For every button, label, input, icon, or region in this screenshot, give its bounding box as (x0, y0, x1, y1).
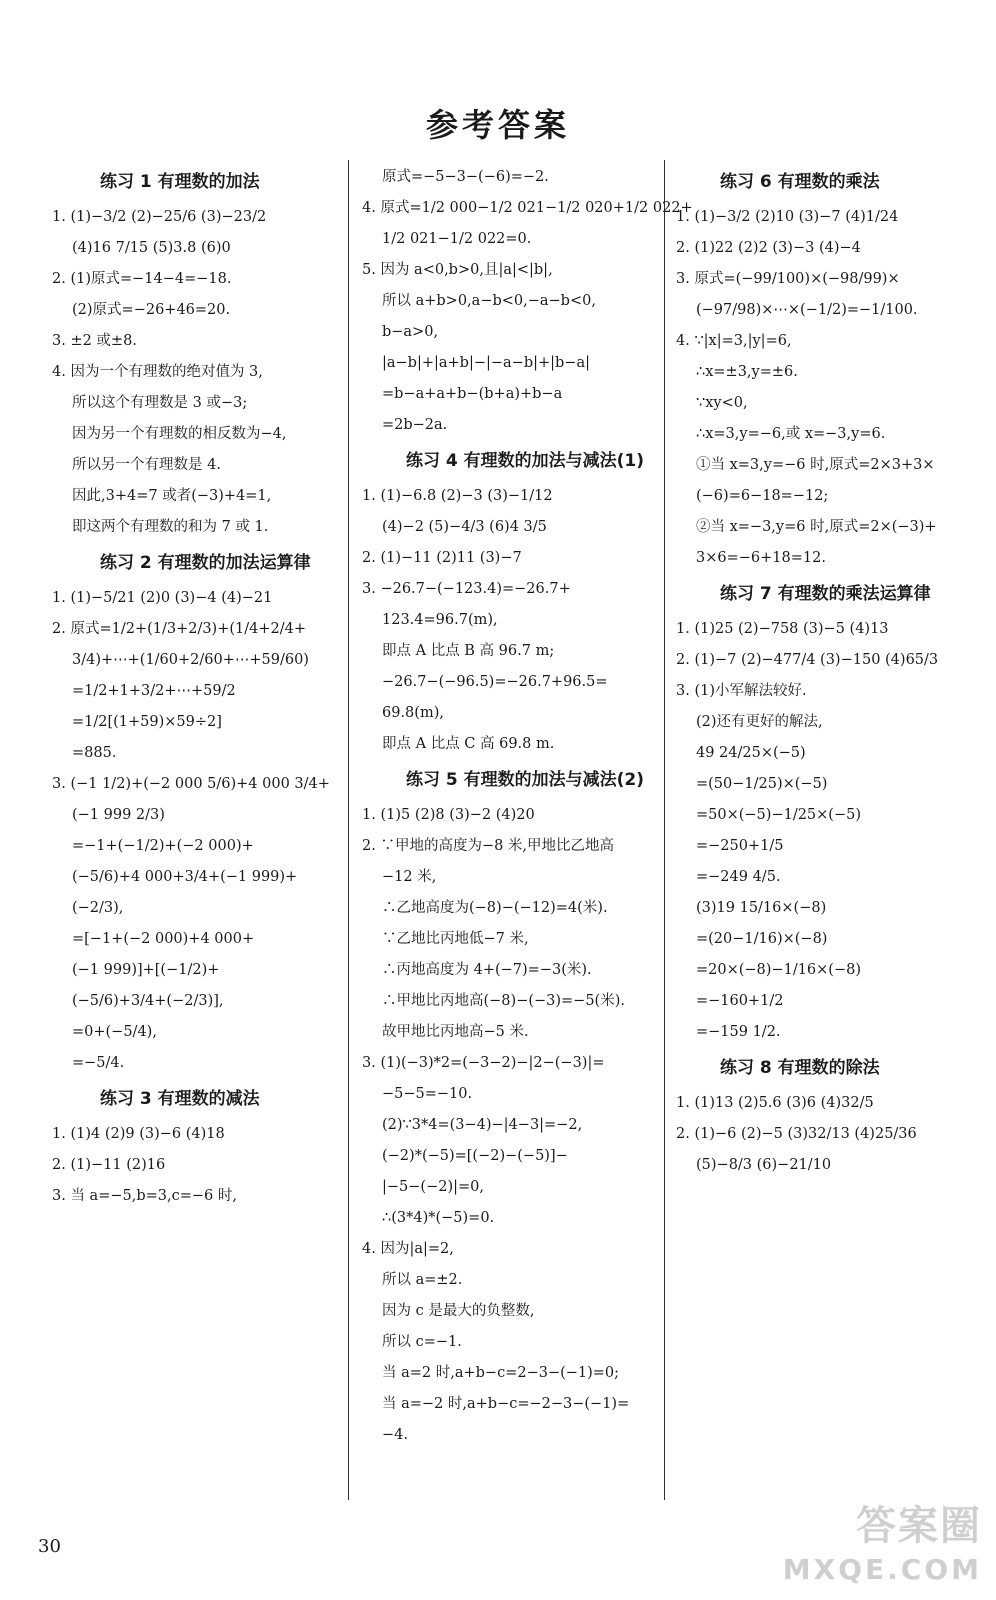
answer-line: (3)19 15/16×(−8) (696, 900, 827, 916)
answer-line: =−160+1/2 (696, 993, 784, 1009)
answer-line: =(20−1/16)×(−8) (696, 931, 828, 947)
section-title: 练习 1 有理数的加法 (100, 172, 260, 192)
answer-line: (4)16 7/15 (5)3.8 (6)0 (72, 240, 231, 256)
answer-line: 所以另一个有理数是 4. (72, 457, 221, 473)
answer-line: 2. (1)−11 (2)11 (3)−7 (362, 550, 522, 566)
answer-column-1 (52, 162, 342, 1512)
answer-line: 1. (1)13 (2)5.6 (3)6 (4)32/5 (676, 1095, 874, 1111)
answer-line: 3. −26.7−(−123.4)=−26.7+ (362, 581, 571, 597)
answer-line: ∴丙地高度为 4+(−7)=−3(米). (382, 962, 592, 978)
answer-line: (2)还有更好的解法, (696, 714, 823, 730)
answer-line: 69.8(m), (382, 705, 444, 721)
answer-line: 即这两个有理数的和为 7 或 1. (72, 519, 269, 535)
answer-line: ∴x=3,y=−6,或 x=−3,y=6. (696, 426, 886, 442)
section-title: 练习 5 有理数的加法与减法(2) (406, 770, 645, 790)
page-title: 参考答案 (425, 106, 570, 144)
answer-line: −12 米, (382, 869, 437, 885)
answer-line: 即点 A 比点 B 高 96.7 m; (382, 643, 555, 659)
answer-line: 4. 因为一个有理数的绝对值为 3, (52, 364, 263, 380)
answer-line: =0+(−5/4), (72, 1024, 157, 1040)
answer-line: 3×6=−6+18=12. (696, 550, 826, 566)
answer-line: −5−5=−10. (382, 1086, 473, 1102)
answer-line: 4. 因为|a|=2, (362, 1241, 454, 1257)
answer-line: |−5−(−2)|=0, (382, 1179, 484, 1195)
answer-line: 所以 c=−1. (382, 1334, 462, 1350)
answer-line: 1. (1)5 (2)8 (3)−2 (4)20 (362, 807, 535, 823)
answer-line: 49 24/25×(−5) (696, 745, 806, 761)
page-number: 30 (38, 1536, 61, 1557)
column-divider (348, 160, 349, 1500)
answer-line: 原式=−5−3−(−6)=−2. (382, 169, 549, 185)
answer-line: 1. (1)4 (2)9 (3)−6 (4)18 (52, 1126, 225, 1142)
answer-line: 3. 原式=(−99/100)×(−98/99)× (676, 271, 900, 287)
answer-line: 4. 原式=1/2 000−1/2 021−1/2 020+1/2 022+ (362, 200, 693, 216)
answer-line: ∴乙地高度为(−8)−(−12)=4(米). (382, 900, 608, 916)
answer-line: 所以 a=±2. (382, 1272, 463, 1288)
answer-line: 2. (1)22 (2)2 (3)−3 (4)−4 (676, 240, 861, 256)
answer-line: 即点 A 比点 C 高 69.8 m. (382, 736, 555, 752)
answer-line: =b−a+a+b−(b+a)+b−a (382, 386, 563, 402)
answer-line: 所以 a+b>0,a−b<0,−a−b<0, (382, 293, 596, 309)
answer-line: =(50−1/25)×(−5) (696, 776, 828, 792)
answer-line: 1. (1)−5/21 (2)0 (3)−4 (4)−21 (52, 590, 273, 606)
section-title: 练习 2 有理数的加法运算律 (100, 553, 311, 573)
answer-line: =50×(−5)−1/25×(−5) (696, 807, 861, 823)
answer-line: =−1+(−1/2)+(−2 000)+ (72, 838, 254, 854)
answer-line: −4. (382, 1427, 408, 1443)
answer-line: ①当 x=3,y=−6 时,原式=2×3+3× (696, 457, 935, 473)
answer-line: 所以这个有理数是 3 或−3; (72, 395, 248, 411)
answer-line: 3. 当 a=−5,b=3,c=−6 时, (52, 1188, 237, 1204)
watermark-line-1: 答案圈 (856, 1503, 982, 1549)
answer-line: 3/4)+⋯+(1/60+2/60+⋯+59/60) (72, 652, 309, 668)
answer-line: 123.4=96.7(m), (382, 612, 498, 628)
answer-line: =2b−2a. (382, 417, 448, 433)
answer-line: 1. (1)−3/2 (2)−25/6 (3)−23/2 (52, 209, 267, 225)
answer-line: 当 a=−2 时,a+b−c=−2−3−(−1)= (382, 1396, 630, 1412)
answer-line: (−5/6)+4 000+3/4+(−1 999)+ (72, 869, 298, 885)
section-title: 练习 6 有理数的乘法 (720, 172, 880, 192)
answer-line: =[−1+(−2 000)+4 000+ (72, 931, 255, 947)
answer-line: 2. (1)−7 (2)−477/4 (3)−150 (4)65/3 (676, 652, 939, 668)
answer-line: =1/2[(1+59)×59÷2] (72, 714, 222, 730)
answer-line: =885. (72, 745, 117, 761)
answer-line: ∵xy<0, (696, 395, 748, 411)
section-title: 练习 4 有理数的加法与减法(1) (406, 451, 645, 471)
answer-line: =−159 1/2. (696, 1024, 781, 1040)
answer-line: 3. (−1 1/2)+(−2 000 5/6)+4 000 3/4+ (52, 776, 330, 792)
answer-line: =−250+1/5 (696, 838, 784, 854)
section-title: 练习 8 有理数的除法 (720, 1058, 880, 1078)
answer-line: b−a>0, (382, 324, 439, 340)
section-title: 练习 7 有理数的乘法运算律 (720, 584, 931, 604)
answer-line: ∴x=±3,y=±6. (696, 364, 798, 380)
answer-line: (−1 999 2/3) (72, 807, 165, 823)
answer-line: =−249 4/5. (696, 869, 781, 885)
answer-line: 3. (1)(−3)*2=(−3−2)−|2−(−3)|= (362, 1055, 605, 1071)
answer-line: |a−b|+|a+b|−|−a−b|+|b−a| (382, 355, 590, 371)
answer-line: 5. 因为 a<0,b>0,且|a|<|b|, (362, 262, 553, 278)
answer-line: 1. (1)25 (2)−758 (3)−5 (4)13 (676, 621, 889, 637)
answer-line: (−6)=6−18=−12; (696, 488, 829, 504)
answer-line: ②当 x=−3,y=6 时,原式=2×(−3)+ (696, 519, 937, 535)
answer-line: 1. (1)−3/2 (2)10 (3)−7 (4)1/24 (676, 209, 899, 225)
answer-line: 4. ∵|x|=3,|y|=6, (676, 333, 792, 349)
answer-line: ∴甲地比丙地高(−8)−(−3)=−5(米). (382, 993, 625, 1009)
column-divider (664, 160, 665, 1500)
answer-line: 2. (1)−6 (2)−5 (3)32/13 (4)25/36 (676, 1126, 917, 1142)
answer-line: ∴(3*4)*(−5)=0. (382, 1210, 495, 1226)
answer-line: −26.7−(−96.5)=−26.7+96.5= (382, 674, 608, 690)
watermark-line-2: MXQE.COM (782, 1553, 982, 1586)
answer-line: 1. (1)−6.8 (2)−3 (3)−1/12 (362, 488, 553, 504)
answer-line: =1/2+1+3/2+⋯+59/2 (72, 683, 236, 699)
answer-line: 2. 原式=1/2+(1/3+2/3)+(1/4+2/4+ (52, 621, 306, 637)
answer-line: (5)−8/3 (6)−21/10 (696, 1157, 832, 1173)
answer-line: 2. ∵甲地的高度为−8 米,甲地比乙地高 (362, 838, 615, 854)
answer-line: 故甲地比丙地高−5 米. (382, 1024, 529, 1040)
answer-line: (2)原式=−26+46=20. (72, 302, 231, 318)
answer-line: (−97/98)×⋯×(−1/2)=−1/100. (696, 302, 918, 318)
answer-line: ∵乙地比丙地低−7 米, (382, 931, 529, 947)
answer-line: 3. ±2 或±8. (52, 333, 137, 349)
answer-line: =20×(−8)−1/16×(−8) (696, 962, 861, 978)
watermark-logo (783, 1504, 982, 1592)
answer-line: (−2)*(−5)=[(−2)−(−5)]− (382, 1148, 568, 1164)
answer-column-2 (362, 162, 693, 1512)
answer-line: =−5/4. (72, 1055, 125, 1071)
answer-line: (−2/3), (72, 900, 124, 916)
answer-line: 1/2 021−1/2 022=0. (382, 231, 532, 247)
answer-column-3 (676, 162, 972, 1512)
answer-line: (4)−2 (5)−4/3 (6)4 3/5 (382, 519, 547, 535)
answer-line: 因为 c 是最大的负整数, (382, 1303, 535, 1319)
section-title: 练习 3 有理数的减法 (100, 1089, 260, 1109)
answer-line: 当 a=2 时,a+b−c=2−3−(−1)=0; (382, 1365, 620, 1381)
answer-line: (2)∵3*4=(3−4)−|4−3|=−2, (382, 1117, 583, 1133)
answer-line: 3. (1)小军解法较好. (676, 683, 807, 699)
answer-line: 因为另一个有理数的相反数为−4, (72, 426, 287, 442)
answer-line: (−5/6)+3/4+(−2/3)], (72, 993, 224, 1009)
answer-line: (−1 999)]+[(−1/2)+ (72, 962, 220, 978)
answer-line: 2. (1)−11 (2)16 (52, 1157, 166, 1173)
answer-line: 因此,3+4=7 或者(−3)+4=1, (72, 488, 272, 504)
answer-line: 2. (1)原式=−14−4=−18. (52, 271, 232, 287)
